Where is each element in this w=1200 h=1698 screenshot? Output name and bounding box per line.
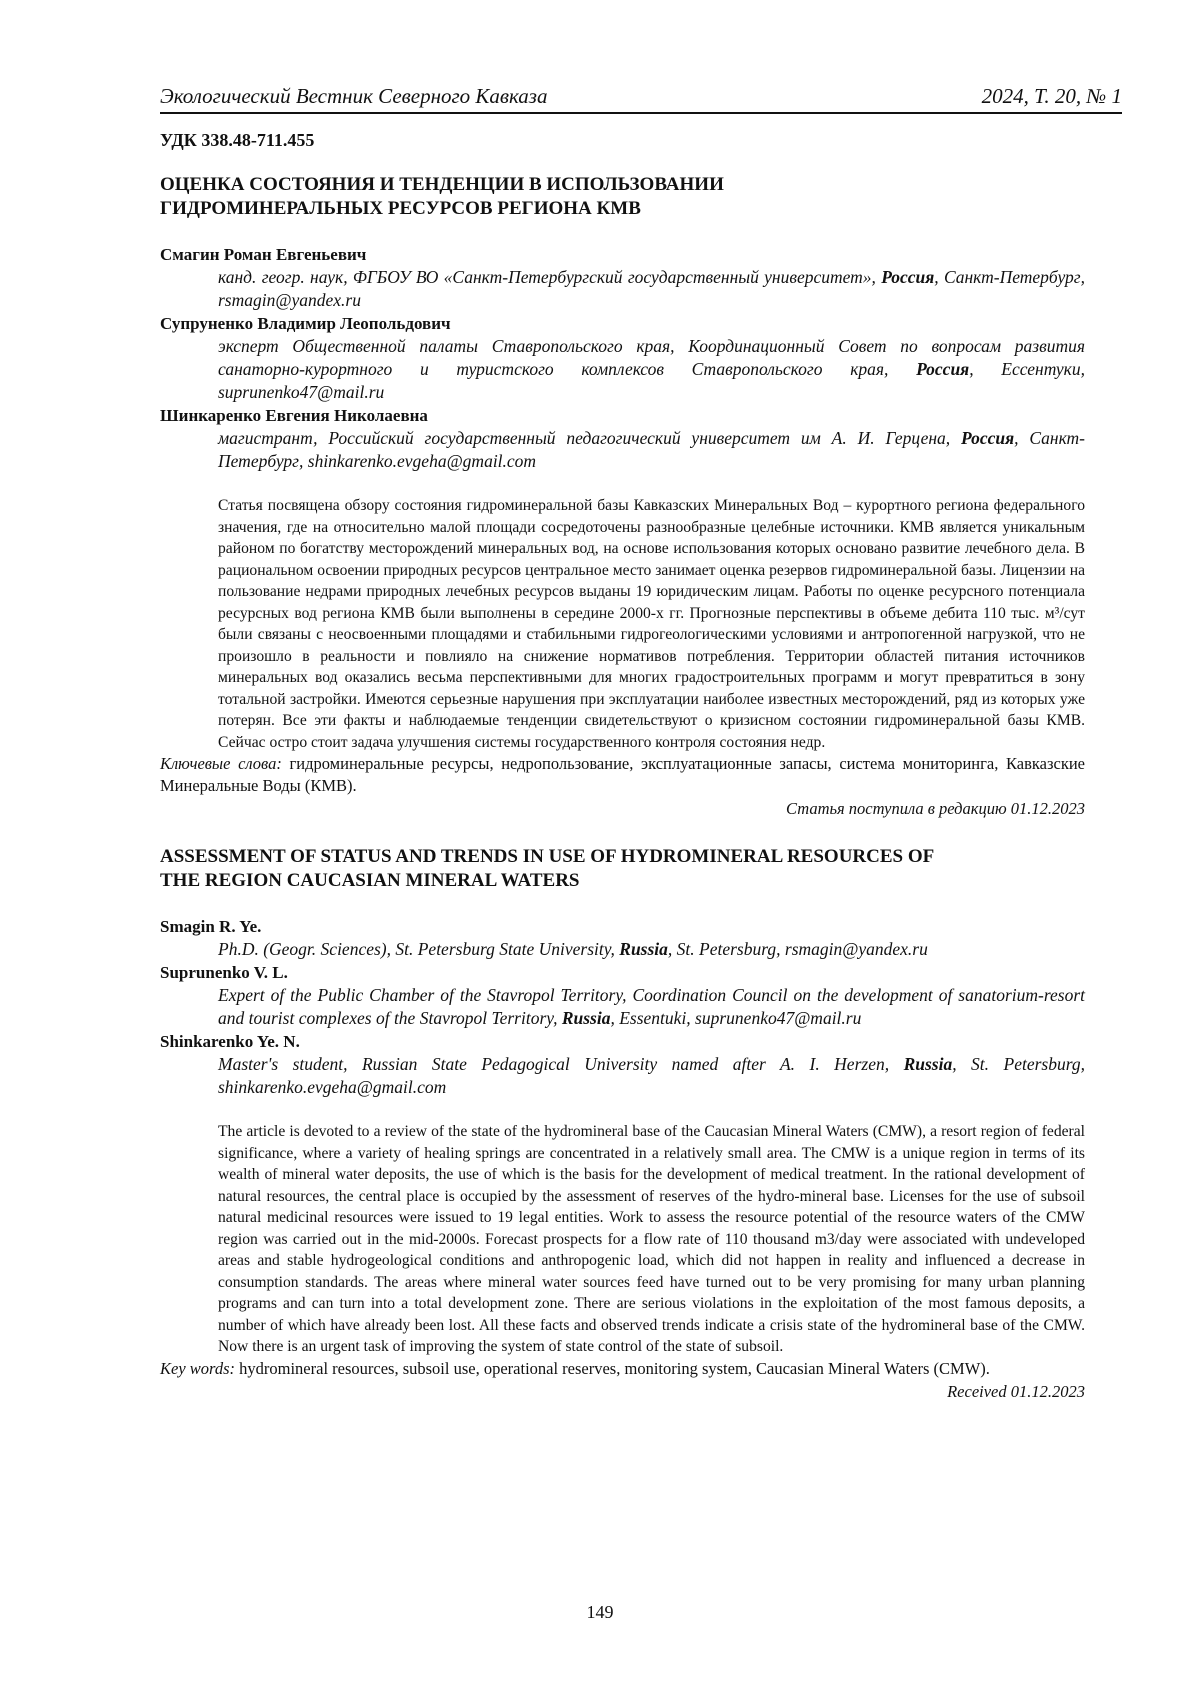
keywords-text: hydromineral resources, subsoil use, operational reserves, monitoring system, Caucasian Mineral Waters (CMW). [235,1358,990,1378]
article-content [160,130,1085,1404]
en-author-name: Smagin R. Ye. [160,917,262,936]
issue-info: 2024, Т. 20, № 1 [981,84,1122,108]
page-number: 149 [586,1602,614,1622]
country: Russia [619,939,668,959]
country: Россия [961,428,1015,448]
country: Russia [903,1054,953,1074]
ru-title [160,173,1085,221]
en-authors [160,915,1085,1099]
keywords-text: гидроминеральные ресурсы, недропользование, эксплуатационные запасы, система мониторинга, Кавказские Минеральные Воды (КМВ). [160,754,1086,795]
en-author-affiliation: Ph.D. (Geogr. Sciences), St. Petersburg State University, Russia, St. Petersburg, rsmagin@yandex.ru [218,939,928,959]
en-title-line: THE REGION CAUCASIAN MINERAL WATERS [160,870,580,891]
country: Russia [561,1008,611,1028]
ru-author-name: Шинкаренко Евгения Николаевна [160,406,428,425]
en-received-date: Received 01.12.2023 [947,1381,1085,1401]
en-author-affiliation: Master's student, Russian State Pedagogical University named after A. I. Herzen, Russia, St. Petersburg, shinkarenko.evgeha@gmail.com [218,1054,1085,1097]
ru-title-line: ОЦЕНКА СОСТОЯНИЯ И ТЕНДЕНЦИИ В ИСПОЛЬЗОВАНИИ [160,174,724,195]
running-header [160,84,1122,114]
udk-code: УДК 338.48-711.455 [160,130,315,150]
country: Россия [916,359,970,379]
ru-author-affiliation: магистрант, Российский государственный педагогический университет им А. И. Герцена, Россия, Санкт-Петербург, shinkarenko.evgeha@gmail.com [218,428,1085,471]
en-author-name: Suprunenko V. L. [160,963,288,982]
en-title [160,845,1085,893]
ru-author-affiliation: канд. геогр. наук, ФГБОУ ВО «Санкт-Петербургский государственный университет», Россия, Санкт-Петербург, rsmagin@yandex.ru [218,267,1085,310]
keywords-label: Ключевые слова: [160,754,282,773]
ru-abstract: Статья посвящена обзору состояния гидроминеральной базы Кавказских Минеральных Вод – курортного региона федерального значения, где на относительно малой площади сосредоточены разнообразные целебные источники. КМВ является уникальным районом по богатству месторождений минеральных вод, на основе использования которых основано развитие лечебного дела. В рациональном освоении природных ресурсов центральное место занимает оценка резервов гидроминеральной базы. Лицензии на пользование недрами природных лечебных ресурсов выданы 19 юридическим лицам. Работы по оценке ресурсного потенциала ресурсных вод региона КМВ были выполнены в середине 2000-х гг. Прогнозные перспективы в объеме дебита 110 тыс. м³/сут были связаны с неосвоенными площадями и стабильными гидрогеологическими условиями и антропогенной нагрузкой, что не произошло в реальности и повлияло на снижение нормативов потребления. Территории областей питания источников минеральных вод оказались весьма перспективными для многих градостроительных программ и могут превратиться в зону тотальной застройки. Имеются серьезные нарушения при эксплуатации наиболее известных месторождений, ряд из которых уже потерян. Все эти факты и наблюдаемые тенденции свидетельствуют о кризисном состоянии гидроминеральной базы КМВ. Сейчас остро стоит задача улучшения системы государственного контроля состояния недр. [218,497,1085,751]
en-keywords [160,1358,1085,1380]
ru-received-date: Статья поступила в редакцию 01.12.2023 [785,799,1085,818]
en-title-line: ASSESSMENT OF STATUS AND TRENDS IN USE OF HYDROMINERAL RESOURCES OF [160,846,935,867]
country: Россия [881,267,935,287]
ru-keywords [160,753,1085,797]
ru-author-affiliation: эксперт Общественной палаты Ставропольского края, Координационный Совет по вопросам развития санаторно-курортного и туристского комплексов Ставропольского края, Россия, Ессентуки, suprunenko47@mail.ru [218,336,1085,402]
en-author-affiliation: Expert of the Public Chamber of the Stavropol Territory, Coordination Council on the development of sanatorium-resort and tourist complexes of the Stavropol Territory, Russia, Essentuki, suprunenko47@mail.ru [218,985,1085,1028]
ru-author-name: Смагин Роман Евгеньевич [160,245,367,264]
ru-authors [160,243,1085,473]
keywords-label: Key words: [160,1358,236,1378]
ru-title-line: ГИДРОМИНЕРАЛЬНЫХ РЕСУРСОВ РЕГИОНА КМВ [160,198,641,219]
en-author-name: Shinkarenko Ye. N. [160,1032,300,1051]
ru-author-name: Супруненко Владимир Леопольдович [160,314,451,333]
en-abstract: The article is devoted to a review of the state of the hydromineral base of the Caucasian Mineral Waters (CMW), a resort region of federal significance, where a variety of healing springs are concentrated in a relatively small area. The CMW is a unique region in terms of its wealth of mineral water deposits, the use of which is the basis for the development of medical treatment. In the rational development of natural resources, the central place is occupied by the assessment of reserves of the hydro-mineral base. Licenses for the use of subsoil natural medicinal resources were issued to 19 legal entities. Work to assess the resource potential of the resource waters of the CMW region was carried out in the mid-2000s. Forecast prospects for a flow rate of 110 thousand m3/day were associated with undeveloped areas and stable hydrogeological conditions and anthropogenic load, which did not happen in reality and influenced a decrease in consumption standards. The areas where mineral water sources feed have turned out to be very promising for many urban planning programs and can turn into a total development zone. There are serious violations in the exploitation of the most famous deposits, a number of which have already been lost. All these facts and observed trends indicate a crisis state of the hydromineral base of the CMW. Now there is an urgent task of improving the system of state control of the state of subsoil. [218,1123,1085,1355]
journal-name: Экологический Вестник Северного Кавказа [160,84,548,108]
